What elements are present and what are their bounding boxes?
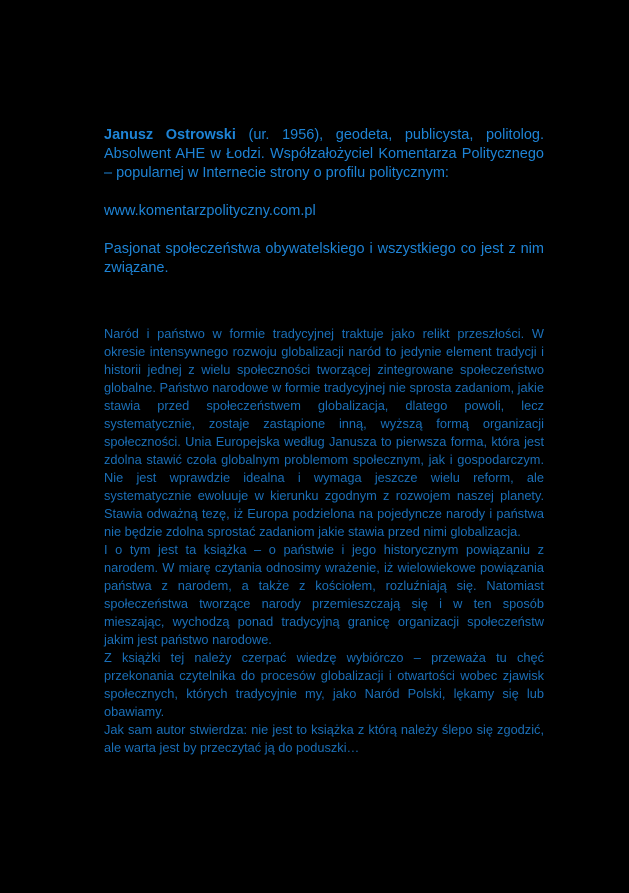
description-paragraph-2: I o tym jest ta książka – o państwie i jego historycznym powiązaniu z narodem. W miarę czytania odnosimy wrażenie, iż wielowiekowe powiązania państwa z narodem, a także z kościołem, rozluźniają się. Natomiast społeczeństwa tworzące narody przemieszczają się i w ten sposób mieszając, wychodzą ponad tradycyjną granicę organizacji społeczeństw jakim jest państwo narodowe. bbox=[104, 542, 544, 647]
description-paragraph-1: Naród i państwo w formie tradycyjnej traktuje jako relikt przeszłości. W okresie intensywnego rozwoju globalizacji naród to jedynie element tradycji i historii jednej z wielu społeczności tworzącej zintegrowane społeczeństwo globalne. Państwo narodowe w formie tradycyjnej nie sprosta zadaniom, jakie stawia przed społeczeństwem globalizacja, dlatego powoli, lecz systematycznie, zostaje zastąpione inną, wyższą formą organizacji społeczności. Unia Europejska według Janusza to pierwsza forma, która jest zdolna stawić czoła globalnym problemom społecznym, jak i gospodarczym. Nie jest wprawdzie idealna i wymaga jeszcze wielu reform, ale systematycznie ewoluuje w kierunku zgodnym z rozwojem naszej planety. Stawia odważną tezę, iż Europa podzielona na pojedyncze narody i państwa nie będzie zdolna sprostać zadaniom jakie stawia przed nimi globalizacja. bbox=[104, 326, 544, 539]
author-intro bbox=[104, 126, 544, 183]
author-passion: Pasjonat społeczeństwa obywatelskiego i wszystkiego co jest z nim związane. bbox=[104, 241, 544, 276]
author-intro-text: (ur. 1956), geodeta, publicysta, politolog. Absolwent AHE w Łodzi. Współzałożyciel Komentarza Politycznego – popularnej w Internecie strony o profilu politycznym: bbox=[104, 127, 545, 181]
description-paragraph-3: Z książki tej należy czerpać wiedzę wybiórczo – przeważa tu chęć przekonania czytelnika do procesów globalizacji i otwartości wobec zjawisk społecznych, których tradycyjnie my, jako Naród Polski, lękamy się lub obawiamy. bbox=[104, 650, 544, 719]
author-website: www.komentarzpolityczny.com.pl bbox=[104, 203, 316, 219]
author-name: Janusz Ostrowski bbox=[104, 127, 236, 143]
description-paragraph-4: Jak sam autor stwierdza: nie jest to książka z którą należy ślepo się zgodzić, ale warta jest by przeczytać ją do poduszki… bbox=[104, 722, 544, 755]
book-description bbox=[104, 325, 544, 757]
author-bio bbox=[104, 126, 544, 278]
